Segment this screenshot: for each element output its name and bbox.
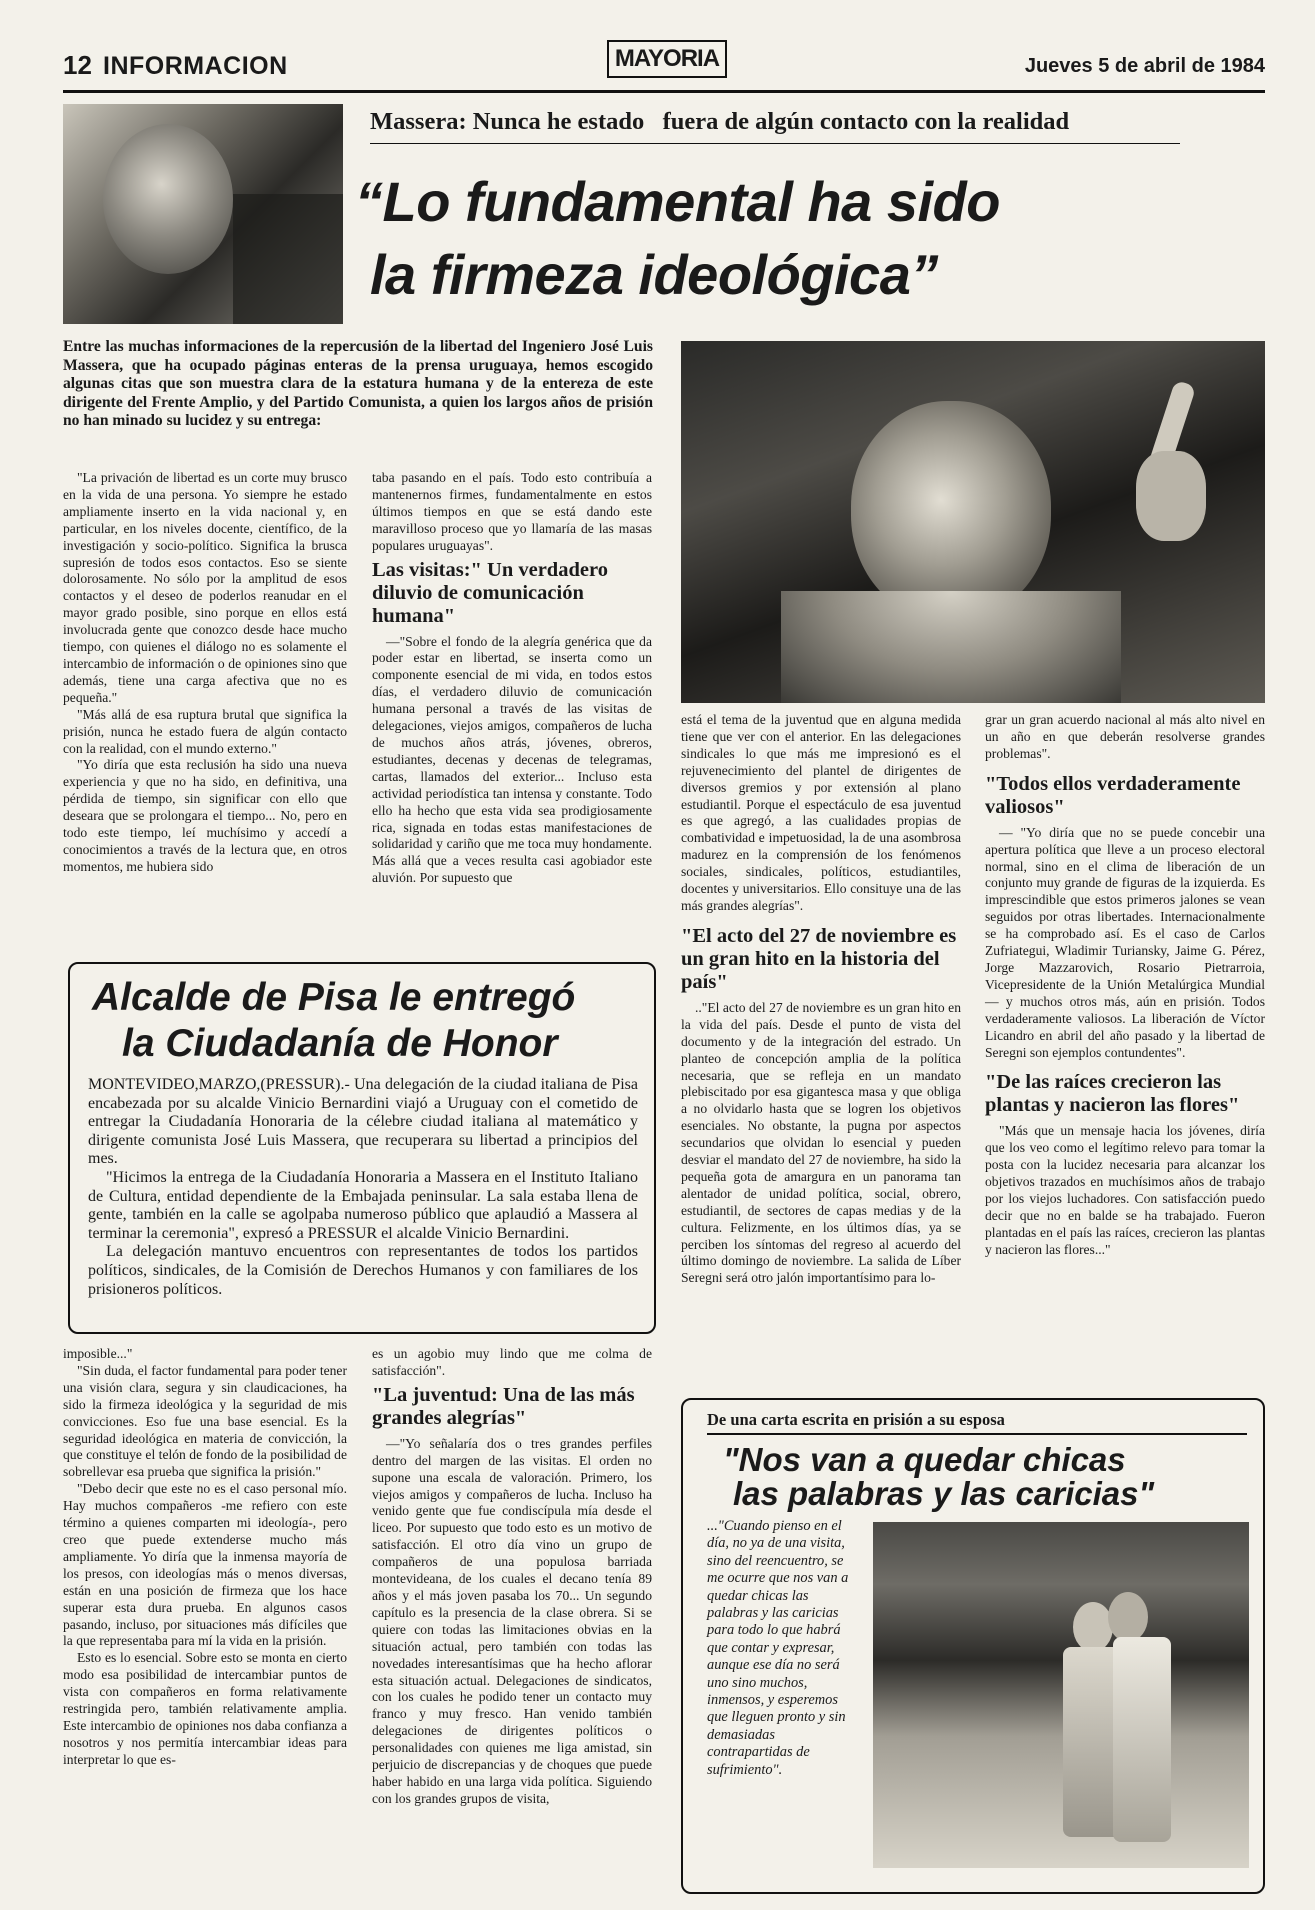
- paragraph: imposible...": [63, 1346, 133, 1361]
- upper-column-2: [372, 470, 652, 887]
- page-number: 12: [63, 50, 92, 80]
- subheading-raices: "De las raíces crecieron las plantas y nacieron las flores": [985, 1071, 1240, 1117]
- photo-massera-gesturing: [681, 341, 1265, 703]
- paragraph: .."El acto del 27 de noviembre es un gran hito en la vida del país. Desde el punto de vista del documento y de la integración del estrado. Un planteo de concepción amplia de la política necesaria, que se refleja en un mandato plebiscitado por esa gigantesca masa y que obliga a no olvidarlo hasta que se logren los objetivos esenciales. No obstante, la pugna por aspectos secundarios que olvidan lo esencial y pueden desviar el mandato del 27 de noviembre, ha sido la pequeña gota de amargura en un panorama tan alentador de unidad política, social, obrero, estudiantil, de sectores de capas medias y de la cultura. Felizmente, en los últimos días, ya se perciben los síntomas del regreso al acuerdo del último domingo de noviembre. La salida de Líber Seregni será otro jalón importantísimo para lo-: [681, 999, 961, 1286]
- letter-label-rule: [707, 1433, 1247, 1435]
- subheading-visitas: Las visitas:" Un verdadero diluvio de comunicación humana": [372, 558, 608, 627]
- column-3: [681, 712, 961, 1287]
- photo-massera-portrait: [63, 104, 343, 324]
- paragraph: taba pasando en el país. Todo esto contribuía a mantenernos firmes, fundamentalmente en estos últimos tiempos en que se está dando este maravilloso proceso que yo llamaría de las masas populares uruguayas".: [372, 470, 652, 553]
- letter-label: De una carta escrita en prisión a su esposa: [707, 1410, 1005, 1429]
- paragraph: "Yo diría que esta reclusión ha sido una nueva experiencia y que no ha sido, en definitiva, una pérdida de tiempo, sin significar con ello que deseara que se prolongara el tiempo... No, pero en todo este tiempo, leí muchísimo y accedí a conocimientos a través de la lectura que, en otros momentos, me hubiera sido: [63, 757, 347, 874]
- paragraph: La delegación mantuvo encuentros con representantes de todos los partidos políticos, sindicales, de la Comisión de Derechos Humanos y con familiares de los prisioneros políticos.: [88, 1243, 638, 1298]
- masthead-logo: [607, 40, 727, 78]
- boxed-headline-line1: Alcalde de Pisa le entregó: [92, 976, 576, 1019]
- paragraph: Esto es lo esencial. Sobre esto se monta en cierto modo esa posibilidad de intercambiar puntos de vista con compañeros en forma relativamente restringida pero, también relativamente amplia. Este intercambio de opiniones nos daba confianza a nosotros y nos permitía intercambiar ideas para interpretar lo que es-: [63, 1650, 347, 1767]
- paragraph: es un agobio muy lindo que me colma de satisfacción".: [372, 1346, 652, 1378]
- paragraph: grar un gran acuerdo nacional al más alto nivel en un año en que deberán resolverse grandes problemas".: [985, 712, 1265, 761]
- kicker-rule: [370, 143, 1180, 144]
- logo-text: MAYORIA: [614, 45, 720, 72]
- boxed-article-pisa: [68, 962, 656, 1334]
- subheading-juventud: "La juventud: Una de las más grandes alegrías": [372, 1383, 635, 1429]
- lower-column-1: [63, 1346, 347, 1769]
- paragraph: "Debo decir que este no es el caso personal mío. Hay muchos compañeros -me refiero con este término a quienes comparten mi ideología-, pero creo que puede extenderse mucho más ampliamente. Yo diría que la inmensa mayoría de los presos, con ideologías más o menos diversas, están en una posición de firmeza que los hace superar esta dura prueba. En algunos casos pasando, incluso, por situaciones más difíciles que la que representaba para mí la vida en la prisión.: [63, 1481, 347, 1649]
- paragraph: "Sin duda, el factor fundamental para poder tener una visión clara, segura y sin claudicaciones, ha sido la firmeza ideológica y la seguridad de mis convicciones. Eso fue una base esencial. Es la seguridad ideológica en materia de convicción, la que constituye el telón de fondo de la posibilidad de sobrellevar esa prueba que significa la prisión.": [63, 1362, 347, 1480]
- subheading-acto-27-noviembre: "El acto del 27 de noviembre es un gran hito en la historia del país": [681, 924, 957, 993]
- header-rule: [63, 90, 1265, 93]
- column-4: [985, 712, 1265, 1259]
- upper-column-1: [63, 470, 347, 876]
- intro-paragraph: Entre las muchas informaciones de la repercusión de la libertad del Ingeniero José Luis Massera, que ha ocupado páginas enteras de la prensa uruguaya, hemos escogido algunas citas que son muestra clara de la estatura humana y de la entereza de este dirigente del Frente Amplio, y del Partido Comunista, a quien los largos años de prisión no han minado su lucidez y su entrega:: [63, 338, 653, 430]
- kicker: Massera: Nunca he estado fuera de algún contacto con la realidad: [370, 108, 1070, 135]
- paragraph: — "Yo diría que no se puede concebir una apertura política que lleve a un proceso electoral normal, sino en el clima de liberación de un conjunto muy grande de figuras de la izquierda. Es imprescindible que estos primeros jalones se vean seguidos por otras libertades. Internacionalmente se ha comprobado así. Es el caso de Carlos Zufriategui, Wladimir Turiansky, Jaime G. Pérez, Jorge Mazzarovich, Rosario Pietrarroia, Vicepresidente de la Unión Metalúrgica Mundial — y muchos otros más, aún en prisión. Todos verdaderamente valiosos. La liberación de Víctor Licandro en abril del año pasado y la libertad de Seregni son ejemplos contundentes".: [985, 824, 1265, 1060]
- main-headline-line1: “Lo fundamental ha sido: [355, 170, 1000, 233]
- paragraph: —"Sobre el fondo de la alegría genérica que da poder estar en libertad, se inserta como un componente esencial de mi vida, en todos estos días, el verdadero diluvio de comunicación humana personal a través de las visitas de delegaciones, viejos amigos, compañeros de lucha de muchos años atrás, jóvenes, obreros, estudiantes, decenas y decenas de telegramas, cartas, llamados del exterior... Incluso esta actividad periodística tan intensa y constante. Todo ello ha hecho que esta vida sea prodigiosamente rica, signada en todas estas manifestaciones de solidaridad y cariño que me toca muy hondamente. Más allá que a veces resulta casi agobiador este aluvión. Por supuesto que: [372, 633, 652, 886]
- boxed-letter: [681, 1398, 1265, 1894]
- section-title: INFORMACION: [103, 52, 288, 80]
- paragraph: —"Yo señalaría dos o tres grandes perfiles dentro del margen de las visitas. El orden no supone una escala de valoración. Primero, los viejos amigos y compañeros de lucha. Incluso ha venido gente que fue condiscípula mía desde el liceo. Por supuesto que todo esto es un motivo de satisfacción. El otro día vino un grupo de compañeros de una populosa barriada montevideana, de los cuales el decano tenía 89 años y el más joven pasaba los 70... Un segundo capítulo es la presencia de la clase obrera. Si se quiere con todas las limitaciones obvias en la situación actual, pero también con todas las novedades interesantísimas que ha hecho aflorar esta situación actual. Delegaciones de sindicatos, con los cuales he podido tener un contacto muy franco y muy fresco. Han venido también delegaciones de dirigentes políticos o personalidades con quienes me liga amistad, sin perjuicio de discrepancias y de choques que puede haber habido en una larga vida política. Siguiendo con los grandes grupos de visita,: [372, 1435, 652, 1806]
- issue-date: Jueves 5 de abril de 1984: [1024, 55, 1265, 77]
- paragraph: "Más que un mensaje hacia los jóvenes, diría que los veo como el legítimo relevo para tomar la posta con la lucidez necesaria para alcanzar los objetivos trazados en muchísimos años de trabajo por los viejos luchadores. Con satisfacción puedo decir que no en balde se ha trabajado. Fueron plantadas en el país las raíces, crecieron las plantas y nacieron las flores...": [985, 1123, 1265, 1257]
- paragraph: "La privación de libertad es un corte muy brusco en la vida de una persona. Yo siempre he estado ampliamente inserto en la vida nacional y, en particular, en los niveles docente, científico, de la investigación y socio-político. Significa la brusca supresión de todos esos contactos. Eso se siente dolorosamente. No sólo por la amplitud de esos contactos y el deseo de poderlos reanudar en el mayor grado posible, sino porque en ellos está involucrada gente que conozco desde hace mucho tiempo, con quienes el diálogo no es solamente el intercambio de información o de opiniones sino que además, tiene una carga afectiva que no es pequeña.": [63, 470, 347, 705]
- paragraph: está el tema de la juventud que en alguna medida tiene que ver con el anterior. En las delegaciones sindicales lo que más me impresionó es el rejuvenecimiento del plantel de dirigentes de diversos gremios y por extensión al plano estudiantil. Porque el espectáculo de esa juventud es que agregó, a las cualidades propias de combatividad e impetuosidad, la de una asombrosa madurez en la comprensión de los fenómenos sociales, sindicales, políticos, estudiantiles, docentes y universitarios. Ello consituye una de las más grandes alegrías".: [681, 712, 961, 913]
- letter-headline-line2: las palabras y las caricias": [733, 1475, 1155, 1512]
- paragraph: MONTEVIDEO,MARZO,(PRESSUR).- Una delegación de la ciudad italiana de Pisa encabezada por su alcalde Vinicio Bernardini viajó a Uruguay con el cometido de entregar la Ciudadanía Honoraria de la célebre ciudad italiana al matemático y dirigente comunista José Luis Massera, que recuperara su libertad a principios del mes.: [88, 1076, 638, 1168]
- letter-headline-line1: "Nos van a quedar chicas: [723, 1441, 1126, 1478]
- boxed-headline-line2: la Ciudadanía de Honor: [122, 1022, 558, 1065]
- lower-column-2: [372, 1346, 652, 1808]
- paragraph: "Hicimos la entrega de la Ciudadanía Honoraria a Massera en el Instituto Italiano de Cultura, entidad dependiente de la Embajada peninsular. La sala estaba llena de gente, también en la calle se agolpaba numeroso público que aplaudió a Massera al terminar la ceremonia", expresó a PRESSUR el alcalde Vinicio Bernardini.: [88, 1168, 638, 1242]
- boxed-body: [88, 1076, 638, 1299]
- main-headline-line2: la firmeza ideológica”: [370, 243, 938, 306]
- paragraph: "Más allá de esa ruptura brutal que significa la prisión, nunca he estado fuera de algún contacto con la realidad, con el mundo externo.": [63, 706, 347, 756]
- letter-text: ..."Cuando pienso en el día, no ya de una visita, sino del reencuentro, se me ocurre que nos van a quedar chicas las palabras y las caricias para todo lo que habrá que contar y expresar, aunque ese día no será uno sino muchos, inmensos, y esperemos que lleguen pronto y sin demasiadas contrapartidas de sufrimiento".: [707, 1518, 849, 1778]
- subheading-todos-valiosos: "Todos ellos verdaderamente valiosos": [985, 772, 1241, 818]
- photo-couple-beach: [873, 1522, 1249, 1868]
